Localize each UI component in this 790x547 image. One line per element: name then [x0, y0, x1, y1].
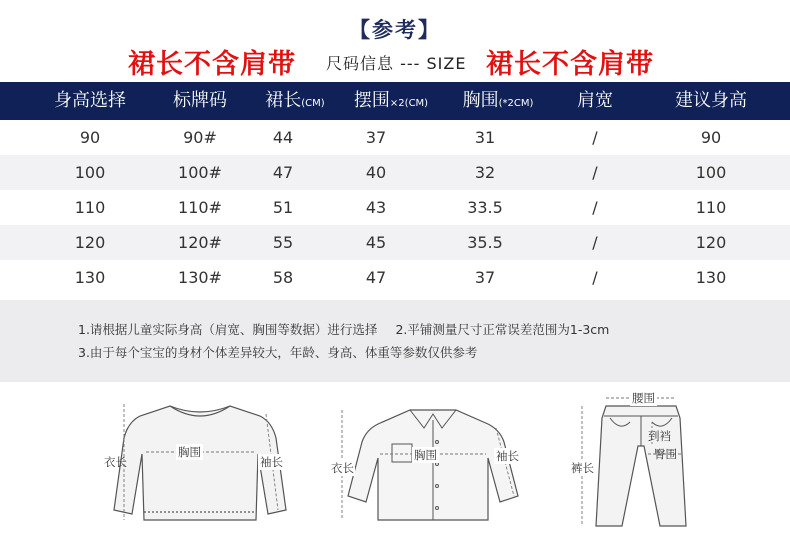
pants-measure-diagram — [566, 388, 696, 536]
table-row — [0, 155, 790, 190]
cell-tag-size: 110# — [178, 198, 222, 217]
cell-skirt-length: 55 — [272, 233, 294, 252]
red-notice-left: 裙长不含肩带 — [128, 49, 296, 80]
label-waist: 腰围 — [632, 391, 655, 405]
shirt-measure-diagram — [328, 402, 538, 532]
cell-recommended-height: 100 — [695, 163, 727, 182]
cell-recommended-height: 130 — [695, 268, 727, 287]
label-rise: 到裆 — [648, 429, 671, 443]
label-length: 衣长 — [331, 461, 354, 475]
cell-hem: 45 — [365, 233, 387, 252]
notes-panel — [0, 300, 790, 382]
cell-skirt-length: 58 — [272, 268, 294, 287]
table-header — [0, 82, 790, 120]
note-3: 3.由于每个宝宝的身材个体差异较大，年龄、身高、体重等参数仅供参考 — [78, 345, 478, 360]
table-row — [0, 190, 790, 225]
cell-hem: 47 — [365, 268, 387, 287]
cell-chest: 33.5 — [467, 198, 503, 217]
cell-tag-size: 120# — [178, 233, 222, 252]
sweater-measure-diagram — [100, 392, 300, 532]
cell-skirt-length: 47 — [272, 163, 294, 182]
size-info-subtitle: 尺码信息 --- SIZE — [326, 54, 467, 73]
cell-chest: 35.5 — [467, 233, 503, 252]
label-sleeve: 袖长 — [496, 449, 519, 463]
table-row — [0, 120, 790, 155]
cell-height: 120 — [74, 233, 106, 252]
label-pants-length: 裤长 — [571, 461, 594, 475]
label-length: 衣长 — [104, 455, 127, 469]
label-chest: 胸围 — [178, 445, 201, 459]
col-header-hem: 摆围×2(CM) — [353, 90, 429, 111]
col-header-skirt-length: 裙长(CM) — [265, 90, 325, 111]
note-line-2 — [78, 343, 477, 361]
cell-hem: 40 — [365, 163, 387, 182]
cell-shoulder: / — [592, 163, 598, 182]
col-header-height: 身高选择 — [54, 90, 126, 111]
note-2: 2.平铺测量尺寸正常误差范围为1-3cm — [395, 322, 610, 337]
cell-skirt-length: 51 — [272, 198, 294, 217]
cell-skirt-length: 44 — [272, 128, 294, 147]
cell-height: 90 — [79, 128, 101, 147]
cell-chest: 32 — [474, 163, 496, 182]
col-header-tag-size: 标牌码 — [173, 90, 227, 111]
col-header-recommended-height: 建议身高 — [675, 90, 747, 111]
label-sleeve: 袖长 — [260, 455, 283, 469]
cell-hem: 37 — [365, 128, 387, 147]
cell-chest: 37 — [474, 268, 496, 287]
cell-recommended-height: 120 — [695, 233, 727, 252]
label-chest: 胸围 — [414, 448, 437, 462]
table-row — [0, 260, 790, 295]
shirt-outline-icon — [328, 402, 538, 532]
cell-shoulder: / — [592, 233, 598, 252]
cell-tag-size: 100# — [178, 163, 222, 182]
cell-hem: 43 — [365, 198, 387, 217]
cell-chest: 31 — [474, 128, 496, 147]
col-header-chest: 胸围(*2CM) — [462, 90, 534, 111]
section-title: 【参考】 — [349, 18, 441, 42]
cell-height: 100 — [74, 163, 106, 182]
cell-shoulder: / — [592, 268, 598, 287]
cell-height: 110 — [74, 198, 106, 217]
note-line-1 — [78, 320, 609, 338]
cell-tag-size: 90# — [183, 128, 217, 147]
title-row — [0, 42, 790, 80]
cell-tag-size: 130# — [178, 268, 222, 287]
cell-shoulder: / — [592, 128, 598, 147]
label-hip: 臀围 — [654, 447, 677, 461]
cell-recommended-height: 110 — [695, 198, 727, 217]
red-notice-right: 裙长不含肩带 — [486, 49, 654, 80]
cell-height: 130 — [74, 268, 106, 287]
table-row — [0, 225, 790, 260]
cell-recommended-height: 90 — [700, 128, 722, 147]
col-header-shoulder: 肩宽 — [577, 90, 613, 111]
cell-shoulder: / — [592, 198, 598, 217]
note-1: 1.请根据儿童实际身高（肩宽、胸围等数据）进行选择 — [78, 322, 378, 337]
